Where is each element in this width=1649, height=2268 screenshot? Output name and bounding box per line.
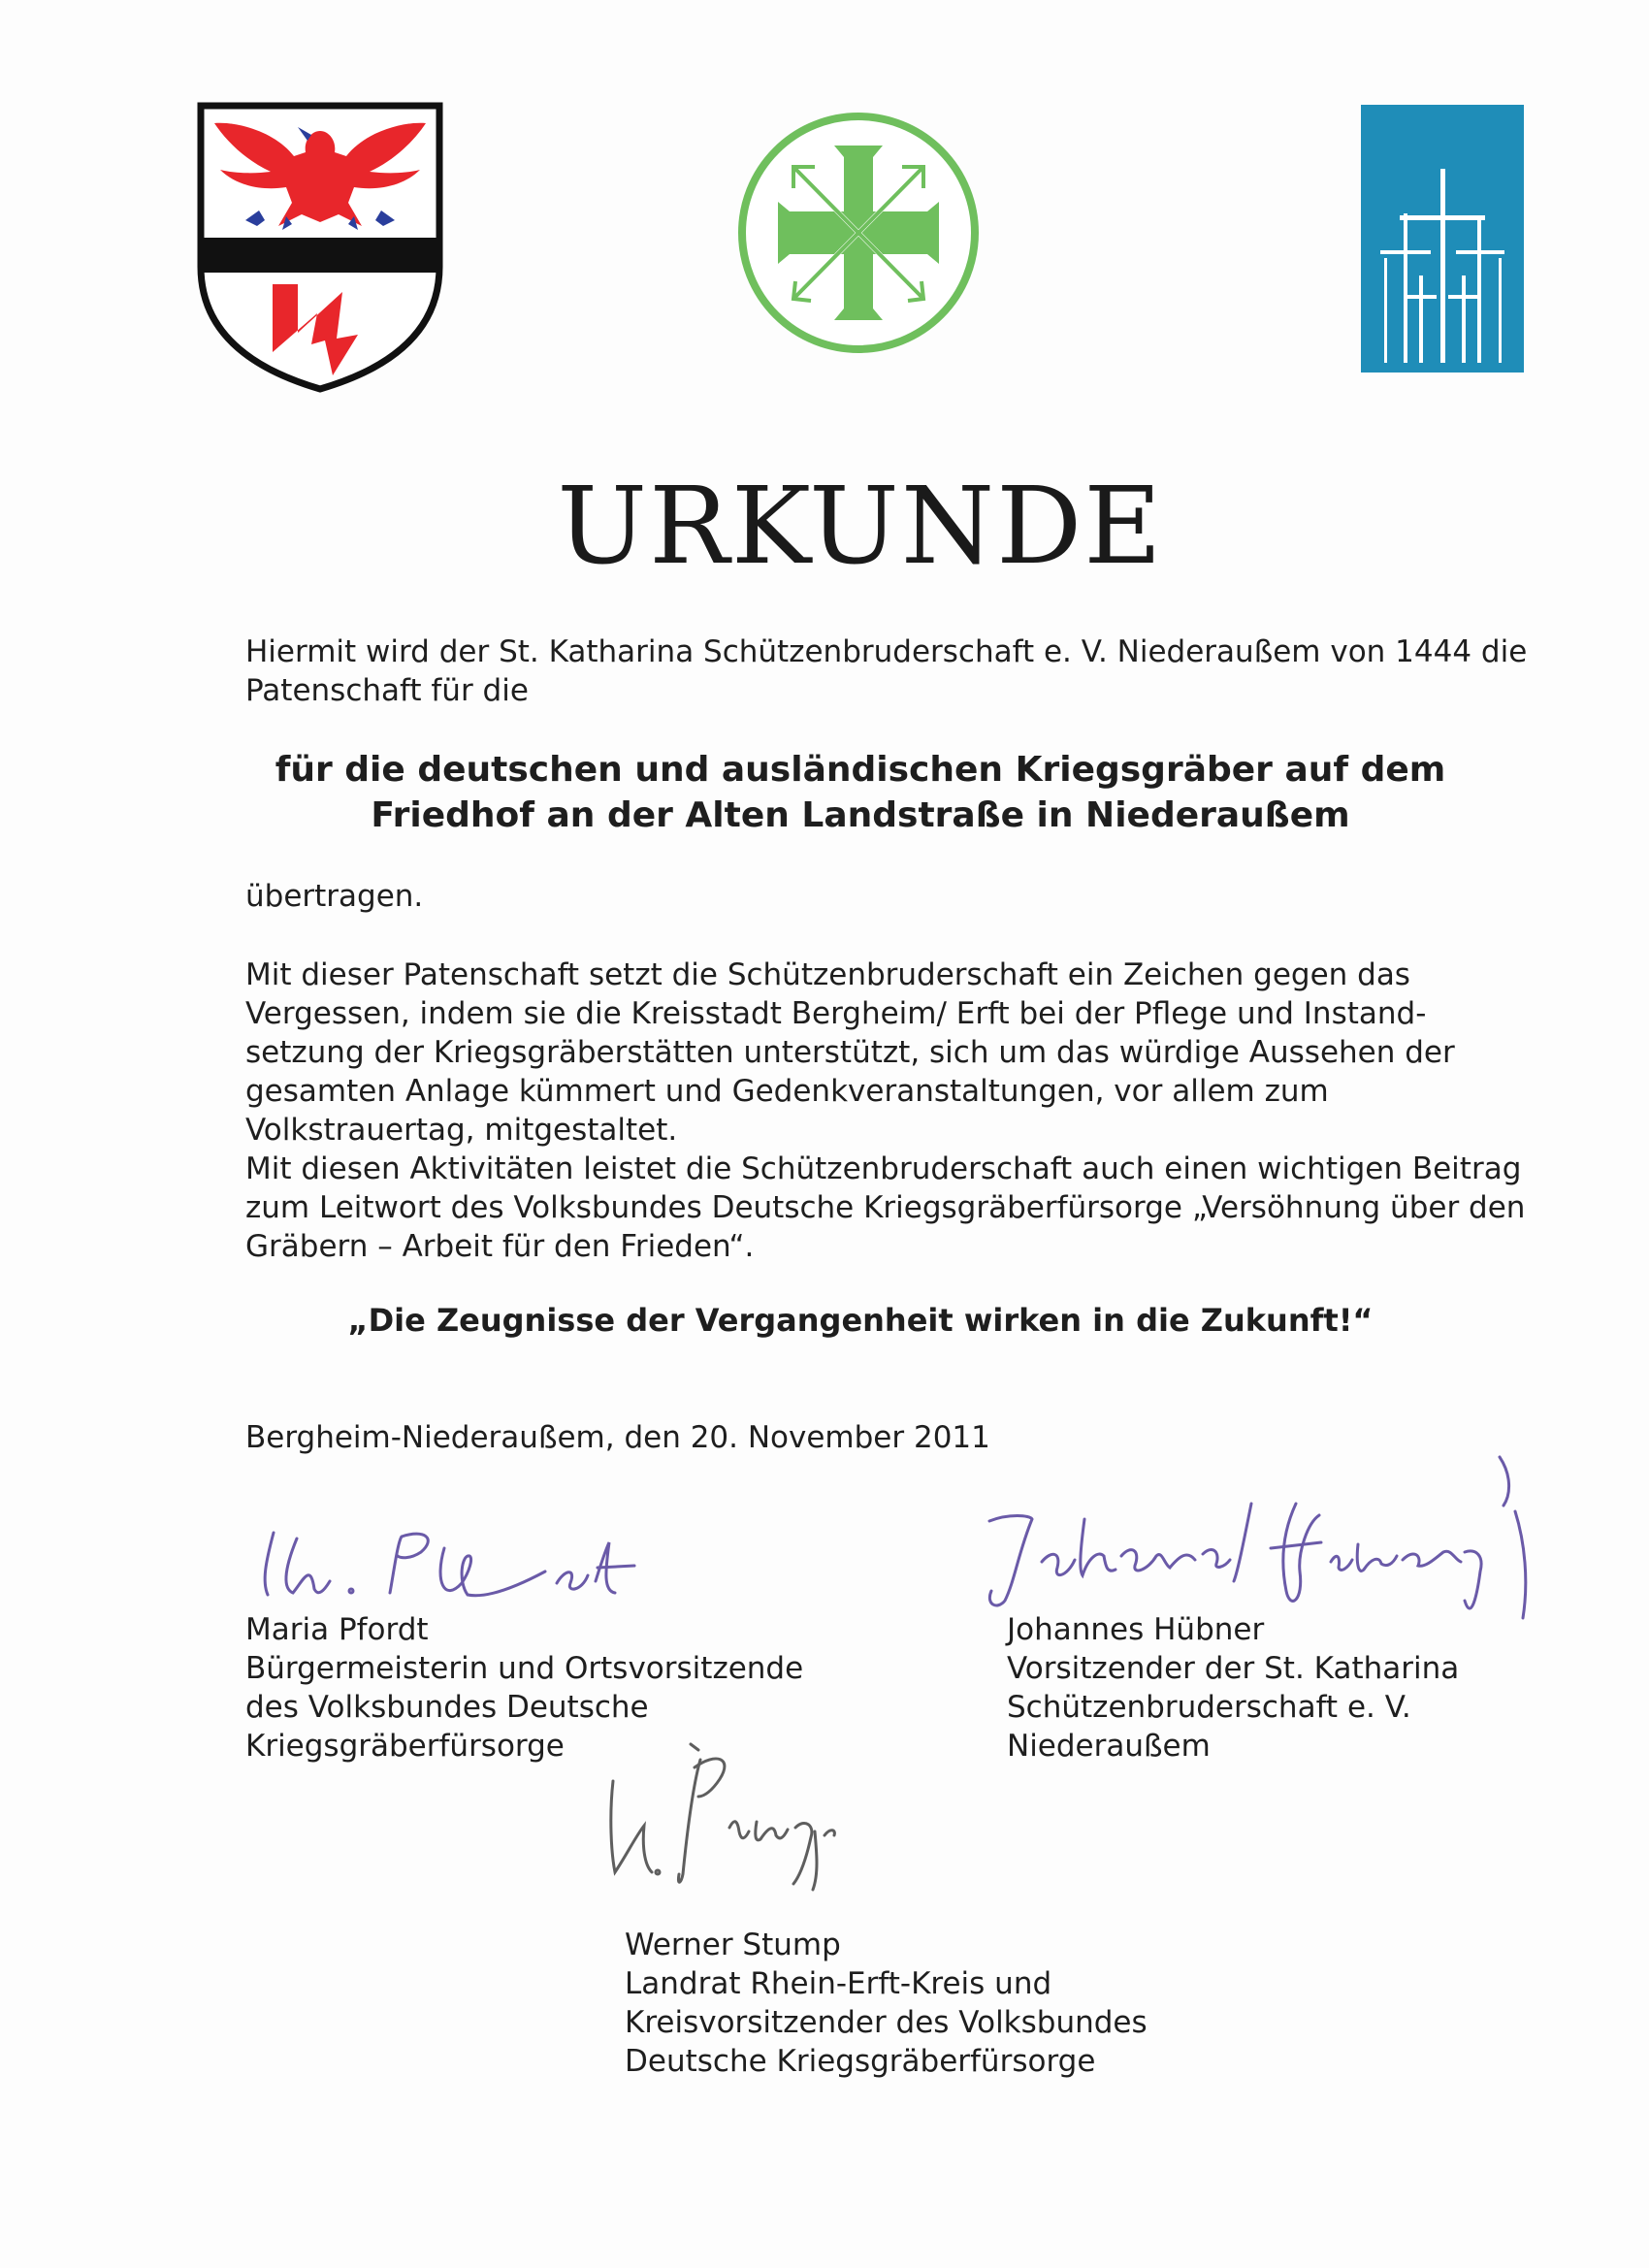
signatory-role-line: Deutsche Kriegsgräberfürsorge (625, 2044, 1096, 2079)
motto: „Die Zeugnisse der Vergangenheit wirken in die Zukunft!“ (347, 1302, 1374, 1339)
emphasis-line: Friedhof an der Alten Landstraße in Niederaußem (371, 795, 1350, 835)
paragraph-line: zum Leitwort des Volksbundes Deutsche Kriegsgräberfürsorge „Versöhnung über den (245, 1190, 1526, 1225)
intro-text (245, 632, 1527, 710)
paragraph-line: setzung der Kriegsgräberstätten unterstützt, sich um das würdige Aussehen der (245, 1035, 1455, 1070)
signatory-huebner (1007, 1610, 1459, 1766)
volksbund-logo (1361, 105, 1524, 373)
paragraph-line: Mit diesen Aktivitäten leistet die Schützenbruderschaft auch einen wichtigen Beitrag (245, 1151, 1522, 1186)
signatory-stump (625, 1926, 1148, 2081)
signature-pfordt (254, 1513, 642, 1620)
transferred-text: übertragen. (245, 879, 424, 914)
signatory-role-line: Schützenbruderschaft e. V. (1007, 1690, 1411, 1725)
coat-of-arms-logo (197, 102, 443, 393)
paragraph-line: Gräbern – Arbeit für den Frieden“. (245, 1229, 755, 1264)
signatory-role-line: Vorsitzender der St. Katharina (1007, 1651, 1460, 1686)
signatory-role-line: Bürgermeisterin und Ortsvorsitzende (245, 1651, 804, 1686)
signature-stump (598, 1738, 908, 1903)
place-date: Bergheim-Niederaußem, den 20. November 2011 (245, 1420, 990, 1455)
signatory-name: Johannes Hübner (1007, 1612, 1265, 1647)
intro-line: Patenschaft für die (245, 673, 529, 708)
brotherhood-emblem (737, 111, 980, 355)
signatory-role-line: Niederaußem (1007, 1729, 1211, 1764)
signatory-name: Werner Stump (625, 1928, 841, 1962)
paragraph-line: Volkstrauertag, mitgestaltet. (245, 1113, 678, 1148)
signatory-role-line: Landrat Rhein-Erft-Kreis und (625, 1966, 1052, 2001)
document-title: URKUNDE (557, 464, 1164, 588)
signatory-role-line: Kriegsgräberfürsorge (245, 1729, 565, 1764)
signatory-role-line: Kreisvorsitzender des Volksbundes (625, 2005, 1148, 2040)
main-paragraph (245, 956, 1525, 1266)
intro-line: Hiermit wird der St. Katharina Schützenbruderschaft e. V. Niederaußem von 1444 die (245, 634, 1528, 669)
paragraph-line: Mit dieser Patenschaft setzt die Schützenbruderschaft ein Zeichen gegen das (245, 957, 1410, 992)
emphasis-line: für die deutschen und ausländischen Kriegsgräber auf dem (275, 750, 1446, 790)
signatory-name: Maria Pfordt (245, 1612, 429, 1647)
paragraph-line: Vergessen, indem sie die Kreisstadt Bergheim/ Erft bei der Pflege und Instand- (245, 996, 1427, 1031)
paragraph-line: gesamten Anlage kümmert und Gedenkveranstaltungen, vor allem zum (245, 1074, 1329, 1109)
emphasis-text (0, 747, 1649, 838)
signatory-role-line: des Volksbundes Deutsche (245, 1690, 649, 1725)
